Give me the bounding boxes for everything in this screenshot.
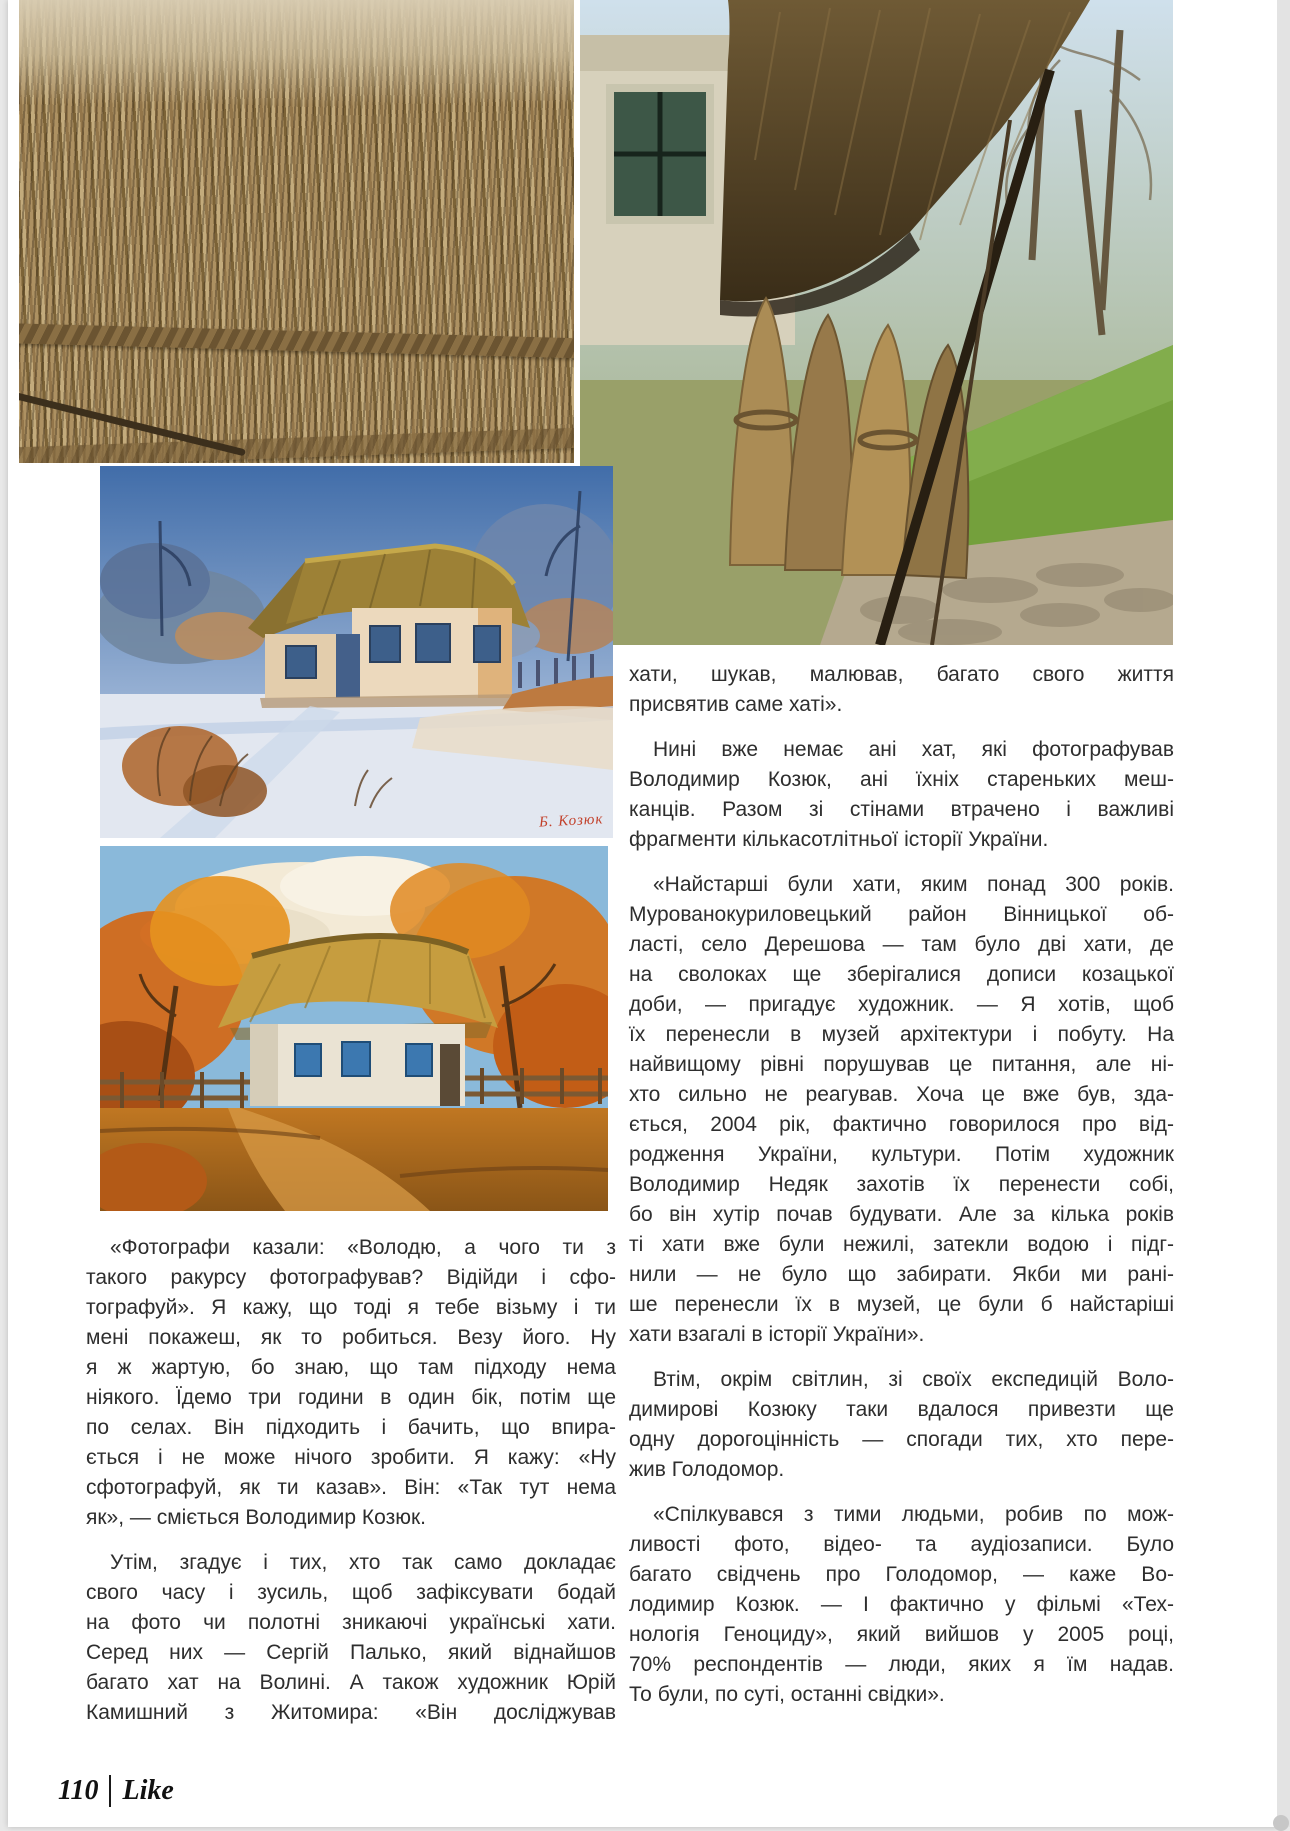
text-line: Камишний з Житомира: «Він досліджував [86, 1701, 616, 1724]
text-line: родження України, культури. Потім художник [629, 1143, 1174, 1166]
text-line: такого ракурсу фотографував? Відійди і сфо- [86, 1266, 616, 1289]
text-line: я ж жартую, бо знаю, що там підходу нема [86, 1356, 616, 1379]
text-line: ше перенесли їх в музей, це були б найстаріші [629, 1293, 1174, 1316]
text-line: їх перенесли в музей архітектури і побуту. На [629, 1023, 1174, 1046]
text-column-left [86, 1233, 616, 1728]
magazine-name: Like [122, 1775, 174, 1806]
text-line: доби, — пригадує художник. — Я хотів, щоб [629, 993, 1174, 1016]
text-line: «Найстарші були хати, яким понад 300 років. [653, 873, 1174, 896]
text-line: ється, 2004 рік, фактично говорилося про від- [629, 1113, 1174, 1136]
paragraph [86, 1548, 616, 1728]
text-line: Нині вже немає ані хат, які фотографував [653, 738, 1174, 761]
paragraph [629, 870, 1174, 1350]
text-line: ласті, село Дерешова — там було дві хати, де [629, 933, 1174, 956]
text-column-right [629, 660, 1174, 1710]
page-number: 110 [58, 1775, 99, 1806]
text-line: багато хат на Волині. А також художник Юрій [86, 1671, 616, 1694]
rope-band [19, 323, 574, 360]
text-line: лодимир Козюк. — І фактично у фільмі «Тех- [629, 1593, 1174, 1616]
text-line: фрагменти кількасотлітньої історії України. [629, 828, 1049, 851]
footer-divider [109, 1775, 111, 1807]
photo-straw-sheaves [19, 0, 574, 463]
text-line: Володимир Недяк захотів їх перенести собі, [629, 1173, 1174, 1196]
text-line: Володимир Козюк, ані їхніх стареньких меш- [629, 768, 1174, 791]
paragraph [86, 1233, 616, 1533]
text-line: на фото чи полотні зникаючі українські хати. [86, 1611, 616, 1634]
text-line: Серед них — Сергій Палько, який віднайшов [86, 1641, 616, 1664]
paragraph [629, 1365, 1174, 1485]
magazine-page [8, 0, 1277, 1827]
text-line: Утім, згадує і тих, хто так само докладає [110, 1551, 616, 1574]
text-line: ливості фото, відео- та аудіозаписи. Було [629, 1533, 1174, 1556]
text-line: канців. Разом зі стінами втрачено і важливі [629, 798, 1174, 821]
text-line: нили — не було що забирати. Якби ми рані- [629, 1263, 1174, 1286]
text-line: присвятив саме хаті». [629, 693, 843, 716]
text-line: «Фотографи казали: «Володю, а чого ти з [110, 1236, 616, 1259]
text-line: хати, шукав, малював, багато свого життя [629, 663, 1174, 686]
scrollbar-thumb[interactable] [1273, 1815, 1289, 1831]
text-line: тографуй». Я кажу, що тоді я тебе візьму і ти [86, 1296, 616, 1319]
text-line: бо він хутір почав будувати. Але за кілька років [629, 1203, 1174, 1226]
text-line: ніякого. Їдемо три години в один бік, потім ще [86, 1386, 616, 1409]
text-line: найвищому рівні порушував це питання, але ні- [629, 1053, 1174, 1076]
page-footer [58, 1770, 174, 1812]
text-line: То були, по суті, останні свідки». [629, 1683, 945, 1706]
text-line: хто сильно не реагував. Хоча це вже був, зда- [629, 1083, 1174, 1106]
text-line: жив Голодомор. [629, 1458, 785, 1481]
painting-winter-hut [100, 466, 613, 838]
text-line: Втім, окрім світлин, зі своїх експедицій Воло- [653, 1368, 1174, 1391]
text-line: багато свідчень про Голодомор, — каже Во- [629, 1563, 1174, 1586]
text-line: Мурованокуриловецький район Вінницької об- [629, 903, 1174, 926]
text-line: «Спілкувався з тими людьми, робив по мож- [653, 1503, 1174, 1526]
painting-autumn-hut [100, 846, 608, 1211]
text-line: свого часу і зусиль, щоб зафіксувати бодай [86, 1581, 616, 1604]
photo-thatched-house [580, 0, 1173, 645]
paragraph [629, 735, 1174, 855]
text-line: 70% респондентів — люди, яких я їм надав. [629, 1653, 1174, 1676]
rope-band [19, 424, 574, 463]
text-line: нологія Геноциду», який вийшов у 2005 році, [629, 1623, 1174, 1646]
text-line: одну дорогоцінність — спогади тих, хто пере- [629, 1428, 1174, 1451]
text-line: сфотографуй, як ти казав». Він: «Так тут нема [86, 1476, 616, 1499]
paragraph [629, 660, 1174, 720]
paragraph [629, 1500, 1174, 1710]
artist-signature: Б. Козюк [538, 811, 604, 831]
text-line: ється і не може нічого зробити. Я кажу: «Ну [86, 1446, 616, 1469]
text-line: ті хати вже були нежилі, затекли водою і підг- [629, 1233, 1174, 1256]
text-line: мені покажеш, як то робиться. Везу його. Ну [86, 1326, 616, 1349]
text-line: хати взагалі в історії України». [629, 1323, 925, 1346]
text-line: на сволоках ще зберігалися дописи козацької [629, 963, 1174, 986]
text-line: димирові Козюку таки вдалося привезти ще [629, 1398, 1174, 1421]
text-line: по селах. Він підходить і бачить, що впира- [86, 1416, 616, 1439]
text-line: як», — сміється Володимир Козюк. [86, 1506, 426, 1529]
scrollbar-track[interactable] [1277, 0, 1290, 1827]
